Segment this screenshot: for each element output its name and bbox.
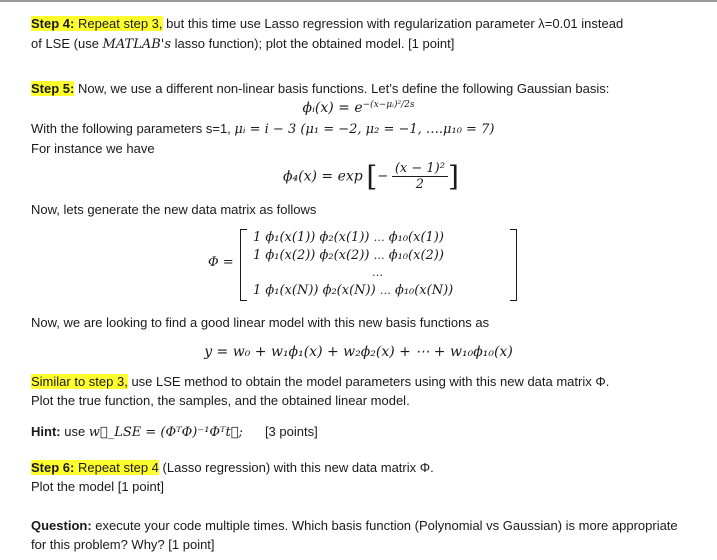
step4-line2-a: of LSE (use — [31, 36, 103, 51]
model-formula — [0, 344, 717, 360]
matrix-row-2-cells: 1 ϕ₁(x(2)) ϕ₂(x(2)) — [253, 248, 370, 263]
step5-text: Now, we use a different non-linear basis functions. Let’s define the following Gaussian basis: — [74, 81, 610, 96]
step6-label: Step 6: — [31, 460, 75, 475]
similar-highlight: Similar to step 3, — [31, 374, 128, 389]
matrix-left-bracket — [240, 229, 247, 301]
matrix-row-1-ellipsis: … — [373, 231, 385, 244]
step5-label: Step 5: — [31, 81, 75, 96]
similar-line — [31, 374, 609, 389]
matrix-intro: Now, lets generate the new data matrix as follows — [31, 202, 317, 217]
matrix-row-2 — [253, 248, 444, 263]
gaussian-formula-exp: −(x−μᵢ)²/2s — [362, 100, 415, 110]
step4-label: Step 4: — [31, 16, 75, 31]
step6-plot-text: Plot the model [1 point] — [31, 479, 164, 494]
matrix-row-2-ellipsis: … — [373, 249, 385, 262]
hint-line — [31, 424, 318, 440]
params-math: μᵢ = i − 3 (μ₁ = −2, μ₂ = −1, ….μ₁₀ = 7) — [234, 122, 495, 137]
phi4-lhs: ϕ₄(x) = exp — [283, 168, 363, 185]
question-label: Question: — [31, 518, 92, 533]
matlab-text: MATLAB's — [102, 37, 172, 52]
step4-text: but this time use Lasso regression with regularization parameter λ=0.01 instead — [162, 16, 624, 31]
question-line2-text: for this problem? Why? [1 point] — [31, 537, 215, 552]
model-intro: Now, we are looking to find a good linear model with this new basis functions as — [31, 315, 490, 330]
matrix-row-1-cells: 1 ϕ₁(x(1)) ϕ₂(x(1)) — [253, 230, 370, 245]
phi4-fraction — [392, 161, 448, 192]
matrix-row-3-end: ϕ₁₀(x(N)) — [394, 283, 454, 298]
matrix-label: Φ = — [208, 255, 234, 270]
matrix-row-3 — [253, 283, 453, 298]
step4-line2-b: lasso function); plot the obtained model. [1 point] — [171, 36, 455, 51]
similar-text: use LSE method to obtain the model parameters using with this new data matrix Φ. — [127, 374, 610, 389]
matrix-row-1 — [253, 230, 444, 245]
matrix-vertical-ellipsis: … — [372, 266, 383, 279]
top-divider — [0, 0, 717, 2]
phi4-denominator: 2 — [415, 177, 425, 192]
instance-text: For instance we have — [31, 141, 155, 156]
params-text: With the following parameters s=1, — [31, 121, 235, 136]
phi4-example: ϕ₄(x) = exp [− $\frac{\text{(x − 1)²}}{2}$ ] — [283, 160, 459, 193]
gaussian-formula-lhs: ϕᵢ(x) = e — [302, 100, 363, 116]
question-text: execute your code multiple times. Which basis function (Polynomial vs Gaussian) is more appropriate — [91, 518, 678, 533]
step4-line1 — [31, 16, 623, 31]
model-formula-text: y = w₀ + w₁ϕ₁(x) + w₂ϕ₂(x) + ⋯ + w₁₀ϕ₁₀(x) — [204, 344, 513, 360]
hint-formula: w⃗_LSE = (ΦᵀΦ)⁻¹Φᵀt⃗; — [88, 425, 243, 440]
step4-highlight: Repeat step 3, — [77, 16, 163, 31]
model-intro-line — [31, 315, 489, 330]
step6-text: (Lasso regression) with this new data matrix Φ. — [158, 460, 434, 475]
question-line1 — [31, 518, 678, 533]
hint-text: use — [60, 424, 89, 439]
matrix-row-2-end: ϕ₁₀(x(2)) — [388, 248, 444, 263]
step4-line2 — [31, 36, 454, 52]
params-line — [31, 121, 494, 137]
matrix-row-3-ellipsis: … — [379, 284, 391, 297]
matrix-right-bracket — [510, 229, 517, 301]
step5-line1 — [31, 81, 609, 96]
instance-line — [31, 141, 155, 156]
step6-line1 — [31, 460, 434, 475]
question-line2 — [31, 537, 215, 552]
hint-points: [3 points] — [264, 424, 318, 439]
gaussian-basis-formula — [0, 100, 717, 116]
phi4-numerator: (x − 1)² — [392, 161, 448, 177]
matrix-row-3-cells: 1 ϕ₁(x(N)) ϕ₂(x(N)) — [253, 283, 376, 298]
plot-text: Plot the true function, the samples, and the obtained linear model. — [31, 393, 410, 408]
matrix-row-1-end: ϕ₁₀(x(1)) — [388, 230, 444, 245]
step6-line2 — [31, 479, 164, 494]
plot-line — [31, 393, 410, 408]
step6-highlight: Repeat step 4 — [77, 460, 159, 475]
matrix-intro-line — [31, 202, 316, 217]
hint-label: Hint: — [31, 424, 61, 439]
